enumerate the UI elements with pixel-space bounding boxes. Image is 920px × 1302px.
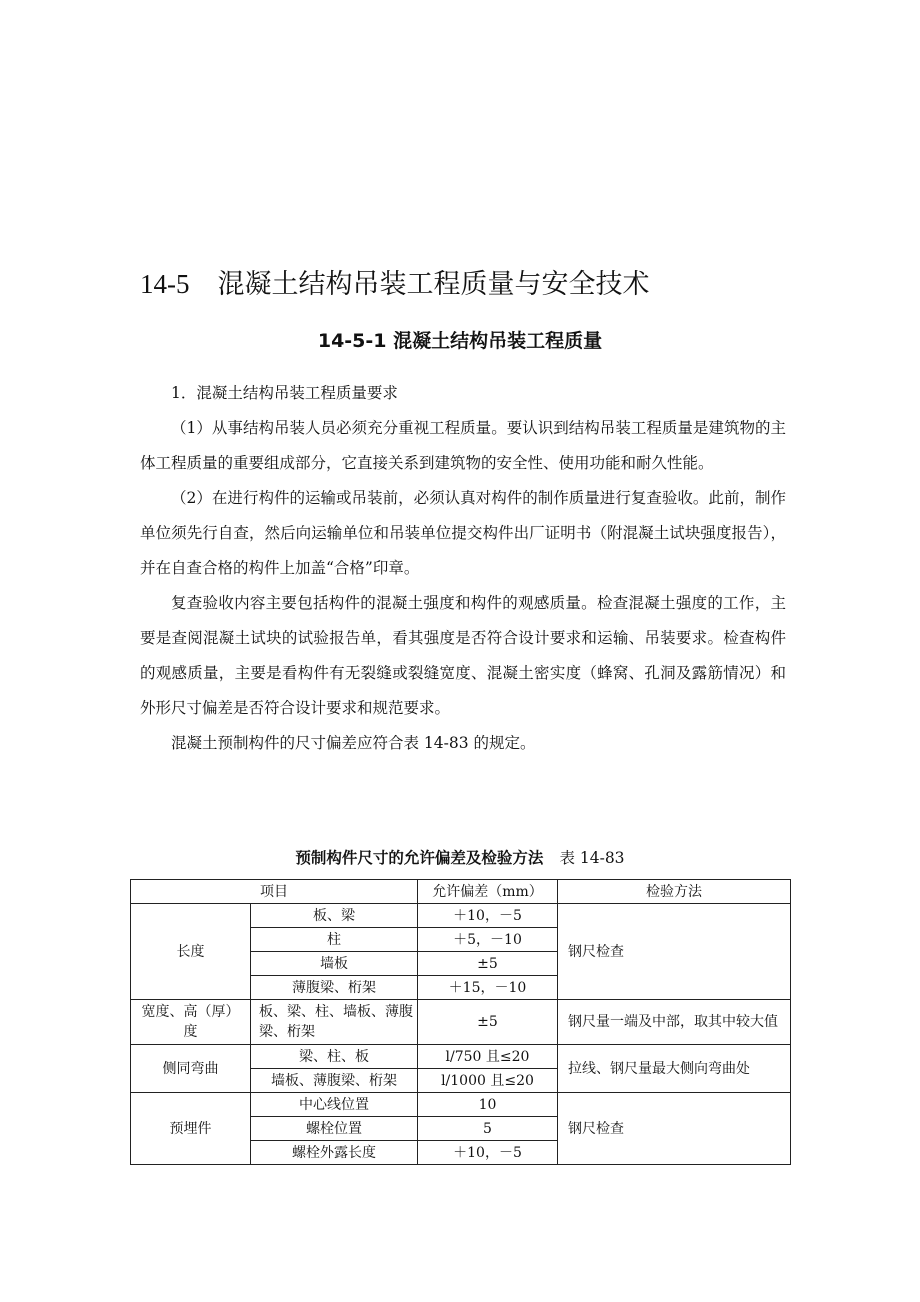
tolerance-cell: l/750 且≤20 [418,1045,558,1069]
group-name: 侧同弯曲 [131,1045,251,1093]
tolerance-cell: l/1000 且≤20 [418,1069,558,1093]
body-text [140,376,786,761]
paragraph: 1．混凝土结构吊装工程质量要求 [171,384,398,402]
group-name: 宽度、高（厚）度 [131,1000,251,1045]
group-name: 预埋件 [131,1093,251,1165]
section-title: 混凝土结构吊装工程质量与安全技术 [217,269,650,300]
tolerance-cell: ＋10，－5 [418,904,558,928]
table-row [131,1045,791,1069]
section-heading [140,262,650,301]
subsection-heading: 14-5-1 混凝土结构吊装工程质量 [317,330,603,352]
tolerance-table [130,879,791,1165]
table-caption [0,846,920,868]
item-cell: 薄腹梁、桁架 [251,976,418,1000]
tolerance-cell: 5 [418,1117,558,1141]
header-tolerance: 允许偏差（mm） [418,880,558,904]
paragraph: （1）从事结构吊装人员必须充分重视工程质量。要认识到结构吊装工程质量是建筑物的主体工程质量的重要组成部分，它直接关系到建筑物的安全性、使用功能和耐久性能。 [140,419,786,472]
table-number: 表 14-83 [559,849,625,867]
header-method: 检验方法 [558,880,791,904]
tolerance-cell: ＋15，－10 [418,976,558,1000]
section-number: 14-5 [140,269,190,299]
header-item: 项目 [131,880,418,904]
tolerance-cell: ±5 [418,952,558,976]
paragraph: 混凝土预制构件的尺寸偏差应符合表 14-83 的规定。 [171,734,536,752]
item-cell: 板、梁、柱、墙板、薄腹梁、桁架 [251,1000,418,1045]
item-cell: 墙板、薄腹梁、桁架 [251,1069,418,1093]
table-row [131,904,791,928]
item-cell: 板、梁 [251,904,418,928]
method-cell: 钢尺检查 [558,904,791,1000]
tolerance-cell: ＋5，－10 [418,928,558,952]
tolerance-cell: ±5 [418,1000,558,1045]
method-cell: 钢尺量一端及中部，取其中较大值 [558,1000,791,1045]
table-row [131,1093,791,1117]
item-cell: 墙板 [251,952,418,976]
item-cell: 中心线位置 [251,1093,418,1117]
table-header-row [131,880,791,904]
group-name: 长度 [131,904,251,1000]
paragraph: 复查验收内容主要包括构件的混凝土强度和构件的观感质量。检查混凝土强度的工作，主要是查阅混凝土试块的试验报告单，看其强度是否符合设计要求和运输、吊装要求。检查构件的观感质量，主要是看构件有无裂缝或裂缝宽度、混凝土密实度（蜂窝、孔洞及露筋情况）和外形尺寸偏差是否符合设计要求和规范要求。 [140,594,786,717]
table-title: 预制构件尺寸的允许偏差及检验方法 [295,849,544,867]
tolerance-cell: ＋10，－5 [418,1141,558,1165]
item-cell: 螺栓外露长度 [251,1141,418,1165]
table-row [131,1000,791,1045]
tolerance-cell: 10 [418,1093,558,1117]
item-cell: 梁、柱、板 [251,1045,418,1069]
paragraph: （2）在进行构件的运输或吊装前，必须认真对构件的制作质量进行复查验收。此前，制作单位须先行自查，然后向运输单位和吊装单位提交构件出厂证明书（附混凝土试块强度报告），并在自查合格的构件上加盖“合格”印章。 [140,489,786,577]
method-cell: 拉线、钢尺量最大侧向弯曲处 [558,1045,791,1093]
method-cell: 钢尺检查 [558,1093,791,1165]
item-cell: 螺栓位置 [251,1117,418,1141]
item-cell: 柱 [251,928,418,952]
